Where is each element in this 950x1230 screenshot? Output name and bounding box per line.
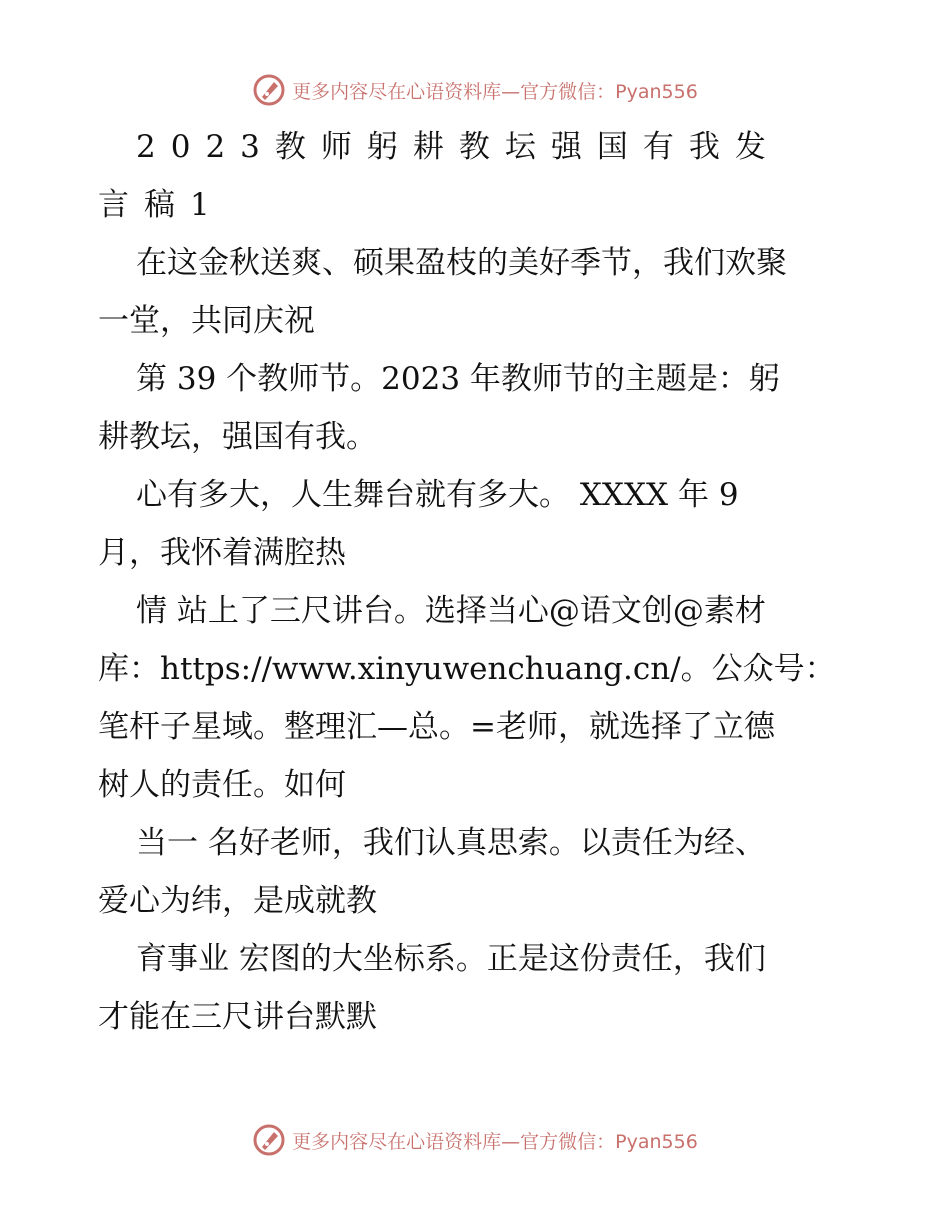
paragraph-line: 当一 名好老师，我们认真思索。以责任为经、 (136, 825, 766, 861)
footer-banner (0, 1120, 950, 1160)
paragraph-line: 笔杆子星域。整理汇—总。=老师，就选择了立德 (98, 709, 775, 745)
pen-nib-logo-icon (252, 73, 286, 107)
header-banner-text: 更多内容尽在心语资料库—官方微信：Pyan556 (292, 80, 698, 103)
header-banner (0, 70, 950, 110)
paragraph-line: 在这金秋送爽、硕果盈枝的美好季节，我们欢聚 (136, 245, 787, 281)
document-title-line-2: 言稿1 (98, 187, 225, 223)
pen-nib-logo-icon (252, 1123, 286, 1157)
paragraph-line: 第 39 个教师节。2023 年教师节的主题是：躬 (136, 361, 780, 397)
paragraph-line: 树人的责任。如何 (98, 767, 346, 803)
paragraph-line: 爱心为纬，是成就教 (98, 883, 377, 919)
paragraph-line: 心有多大，人生舞台就有多大。 XXXX 年 9 (136, 477, 739, 513)
paragraph-line: 一堂，共同庆祝 (98, 303, 315, 339)
paragraph-line: 才能在三尺讲台默默 (98, 999, 377, 1035)
document-body (98, 118, 854, 1046)
paragraph-line: 库：https://www.xinyuwenchuang.cn/。公众号： (98, 651, 836, 687)
paragraph-line: 育事业 宏图的大坐标系。正是这份责任，我们 (136, 941, 766, 977)
paragraph-line: 耕教坛，强国有我。 (98, 419, 377, 455)
document-title-line-1: 2023教师躬耕教坛强国有我发 (136, 129, 781, 165)
paragraph-line: 情 站上了三尺讲台。选择当心@语文创@素材 (136, 593, 766, 629)
paragraph-line: 月，我怀着满腔热 (98, 535, 346, 571)
footer-banner-text: 更多内容尽在心语资料库—官方微信：Pyan556 (292, 1130, 698, 1153)
